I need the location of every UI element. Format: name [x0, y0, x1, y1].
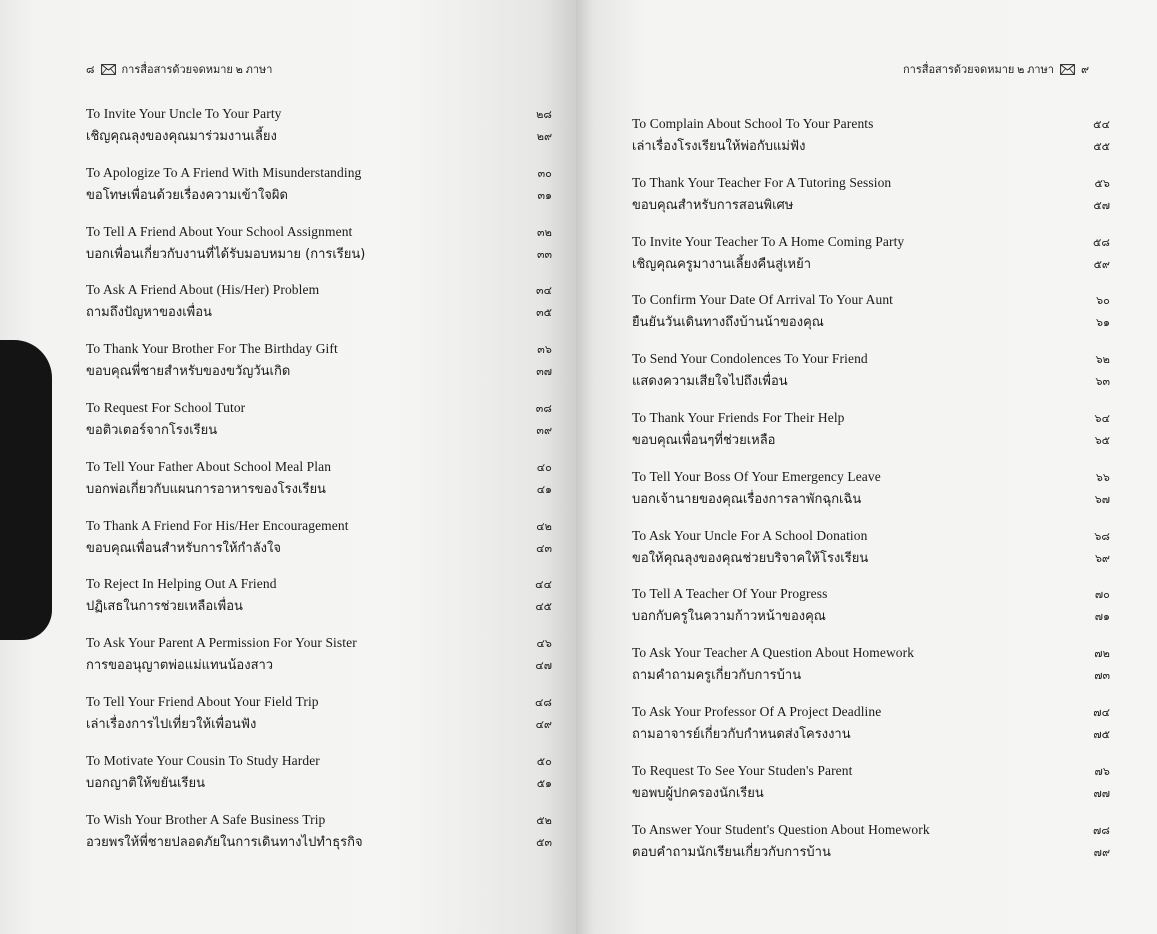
toc-entry-english-page-number: ๗๖: [1094, 764, 1110, 778]
toc-entry-thai-row: [86, 243, 552, 267]
toc-entry-thai-row: [632, 488, 1110, 512]
toc-entry-english-title: To Thank A Friend For His/Her Encouragement: [86, 517, 349, 533]
toc-entry: [632, 408, 1110, 467]
toc-entry-thai-row: [86, 184, 552, 208]
toc-entry-english-row: [86, 280, 552, 301]
toc-entry-thai-page-number: ๗๓: [1094, 669, 1110, 683]
toc-entry-thai-title: การขออนุญาตพ่อแม่แทนน้องสาว: [86, 658, 274, 674]
toc-entry: [632, 114, 1110, 173]
toc-entry: [632, 820, 1110, 879]
toc-entry-thai-title: บอกเพื่อนเกี่ยวกับงานที่ได้รับมอบหมาย (การเรียน): [86, 246, 366, 262]
toc-entry-english-row: [86, 574, 552, 595]
toc-entry-english-row: [86, 104, 552, 125]
toc-entry: [632, 702, 1110, 761]
toc-entry-english-page-number: ๓๘: [535, 401, 552, 415]
toc-entry-thai-row: [632, 370, 1110, 394]
left-page-title: การสื่อสารด้วยจดหมาย ๒ ภาษา: [121, 64, 273, 76]
toc-entry-english-title: To Apologize To A Friend With Misunderstanding: [86, 164, 362, 180]
toc-entry: [632, 290, 1110, 349]
toc-entry-thai-row: [86, 537, 552, 561]
toc-entry-english-page-number: ๕๘: [1092, 235, 1110, 249]
toc-entry-thai-page-number: ๔๕: [535, 600, 552, 614]
toc-entry-english-page-number: ๕๖: [1094, 176, 1110, 190]
toc-entry-english-row: [86, 222, 552, 243]
toc-entry: [632, 526, 1110, 585]
toc-entry-thai-title: ขอบคุณสำหรับการสอนพิเศษ: [632, 197, 794, 213]
toc-entry-thai-row: [86, 831, 552, 855]
toc-entry-thai-row: [632, 253, 1110, 277]
toc-entry-english-row: [632, 408, 1110, 429]
toc-entry-thai-page-number: ๗๕: [1093, 727, 1110, 741]
toc-entry-thai-row: [632, 782, 1110, 806]
toc-entry-english-page-number: ๗๘: [1093, 823, 1110, 837]
toc-entry-thai-page-number: ๖๗: [1094, 492, 1110, 506]
toc-entry-thai-page-number: ๖๙: [1094, 551, 1110, 565]
toc-entry-english-row: [632, 643, 1110, 664]
toc-entry-english-row: [86, 398, 552, 419]
toc-entry-english-row: [632, 232, 1110, 253]
toc-entry-english-title: To Ask Your Teacher A Question About Homework: [632, 645, 915, 661]
toc-entry-thai-page-number: ๔๙: [535, 717, 552, 731]
toc-entry-thai-title: ขอติวเตอร์จากโรงเรียน: [86, 422, 218, 438]
toc-entry-thai-title: ขอบคุณพี่ชายสำหรับของขวัญวันเกิด: [86, 364, 291, 380]
toc-entry-thai-row: [86, 595, 552, 619]
toc-entry-thai-page-number: ๖๕: [1094, 433, 1110, 447]
toc-entry: [632, 643, 1110, 702]
toc-entry-english-page-number: ๓๖: [537, 343, 552, 357]
toc-entry-thai-title: ตอบคำถามนักเรียนเกี่ยวกับการบ้าน: [632, 844, 831, 860]
toc-entry-english-row: [632, 173, 1110, 194]
toc-entry: [86, 398, 552, 457]
toc-entry-english-title: To Confirm Your Date Of Arrival To Your Aunt: [632, 292, 894, 308]
toc-entry-thai-page-number: ๕๑: [536, 776, 552, 790]
envelope-icon: [1060, 64, 1075, 75]
toc-entry-english-page-number: ๗๒: [1094, 647, 1110, 661]
toc-entry-thai-title: อวยพรให้พี่ชายปลอดภัยในการเดินทางไปทำธุรกิจ: [86, 834, 363, 850]
toc-entry-english-page-number: ๗๐: [1094, 588, 1110, 602]
toc-entry-thai-row: [86, 360, 552, 384]
toc-entry-thai-row: [86, 713, 552, 737]
toc-entry-thai-title: ยืนยันวันเดินทางถึงบ้านน้าของคุณ: [632, 315, 824, 331]
toc-entry: [632, 467, 1110, 526]
left-page-number: ๘: [86, 64, 95, 76]
toc-entry-thai-title: ขอโทษเพื่อนด้วยเรื่องความเข้าใจผิด: [86, 187, 288, 203]
toc-entry: [86, 163, 552, 222]
toc-entry-thai-row: [86, 125, 552, 149]
toc-entry-english-title: To Request To See Your Studen's Parent: [632, 762, 853, 778]
toc-entry-thai-row: [86, 419, 552, 443]
toc-entry-english-page-number: ๕๐: [536, 754, 552, 768]
toc-entry-english-title: To Complain About School To Your Parents: [632, 116, 874, 131]
right-page-title: การสื่อสารด้วยจดหมาย ๒ ภาษา: [902, 64, 1054, 76]
toc-entry-english-row: [86, 692, 552, 713]
toc-entry-thai-title: ขอให้คุณลุงของคุณช่วยบริจาคให้โรงเรียน: [632, 550, 869, 566]
toc-entry-thai-row: [632, 429, 1110, 453]
toc-entry-thai-page-number: ๓๕: [536, 306, 552, 320]
toc-entry-english-page-number: ๕๔: [1093, 118, 1110, 131]
toc-entry-english-row: [632, 349, 1110, 370]
toc-entry-thai-page-number: ๗๙: [1093, 845, 1110, 859]
toc-entry-thai-page-number: ๓๙: [536, 423, 552, 437]
toc-entry-thai-row: [86, 772, 552, 796]
toc-entry-english-title: To Answer Your Student's Question About Homework: [632, 821, 930, 837]
toc-entry-thai-page-number: ๔๗: [535, 659, 552, 673]
toc-entry-english-row: [632, 761, 1110, 782]
toc-list-left: [86, 104, 552, 868]
toc-entry-thai-page-number: ๓๗: [536, 365, 552, 379]
toc-entry-thai-title: เล่าเรื่องการไปเที่ยวให้เพื่อนฟัง: [86, 716, 257, 732]
toc-entry-english-page-number: ๓๐: [537, 166, 552, 180]
toc-entry-english-row: [86, 163, 552, 184]
toc-entry-english-row: [86, 633, 552, 654]
toc-entry-thai-title: ขอพบผู้ปกครองนักเรียน: [632, 785, 764, 801]
toc-entry-english-title: To Motivate Your Cousin To Study Harder: [86, 752, 320, 768]
toc-entry-thai-title: เชิญคุณลุงของคุณมาร่วมงานเลี้ยง: [86, 129, 277, 144]
toc-entry-thai-row: [632, 194, 1110, 218]
toc-entry-english-row: [86, 516, 552, 537]
toc-entry: [632, 232, 1110, 291]
toc-entry: [86, 751, 552, 810]
toc-entry-thai-title: ถามอาจารย์เกี่ยวกับกำหนดส่งโครงงาน: [632, 726, 851, 742]
toc-entry: [86, 692, 552, 751]
toc-entry-english-title: To Request For School Tutor: [86, 399, 246, 415]
toc-entry-thai-row: [632, 664, 1110, 688]
toc-entry-thai-title: แสดงความเสียใจไปถึงเพื่อน: [632, 374, 788, 390]
toc-entry: [86, 104, 552, 163]
toc-entry-thai-row: [632, 723, 1110, 747]
toc-entry-english-title: To Thank Your Friends For Their Help: [632, 409, 845, 425]
toc-entry-thai-page-number: ๖๑: [1096, 316, 1110, 330]
toc-entry: [86, 457, 552, 516]
toc-entry-english-row: [632, 584, 1110, 605]
toc-entry-thai-title: ปฏิเสธในการช่วยเหลือเพื่อน: [86, 599, 243, 615]
toc-entry: [632, 173, 1110, 232]
toc-entry-english-page-number: ๖๘: [1094, 529, 1110, 543]
toc-entry: [86, 280, 552, 339]
toc-entry-thai-page-number: ๒๙: [536, 130, 552, 143]
toc-entry-english-row: [632, 820, 1110, 841]
toc-entry-english-title: To Ask Your Professor Of A Project Deadline: [632, 703, 882, 719]
toc-entry-english-page-number: ๖๐: [1096, 294, 1110, 308]
toc-entry-english-title: To Tell Your Father About School Meal Plan: [86, 458, 332, 474]
toc-entry: [86, 810, 552, 869]
toc-entry-english-row: [632, 526, 1110, 547]
toc-entry-english-page-number: ๓๔: [535, 284, 552, 298]
toc-entry-thai-row: [632, 547, 1110, 571]
envelope-icon: [101, 64, 116, 75]
toc-entry-thai-title: ขอบคุณเพื่อนๆที่ช่วยเหลือ: [632, 432, 776, 448]
toc-entry-english-row: [632, 467, 1110, 488]
right-page: [576, 0, 1157, 934]
toc-entry-thai-page-number: ๓๑: [537, 188, 552, 202]
toc-entry-english-title: To Tell A Teacher Of Your Progress: [632, 586, 828, 602]
toc-entry-thai-page-number: ๕๗: [1093, 198, 1110, 212]
toc-entry-thai-page-number: ๕๕: [1093, 140, 1110, 153]
toc-entry-english-title: To Tell Your Boss Of Your Emergency Leave: [632, 468, 881, 484]
toc-entry-thai-row: [632, 311, 1110, 335]
toc-entry-thai-title: เชิญคุณครูมางานเลี้ยงคืนสู่เหย้า: [632, 256, 812, 272]
toc-entry: [86, 516, 552, 575]
toc-entry-thai-row: [86, 301, 552, 325]
toc-entry-thai-row: [632, 135, 1110, 159]
toc-entry-english-row: [632, 290, 1110, 311]
toc-entry-english-row: [86, 339, 552, 360]
toc-entry-english-page-number: ๗๔: [1093, 705, 1110, 719]
toc-entry-english-title: To Invite Your Teacher To A Home Coming Party: [632, 233, 905, 249]
toc-entry-thai-page-number: ๗๑: [1094, 610, 1110, 624]
toc-entry-english-page-number: ๓๒: [537, 225, 552, 239]
toc-entry-thai-page-number: ๔๓: [536, 541, 552, 555]
toc-entry-english-page-number: ๒๘: [536, 108, 552, 121]
toc-entry-thai-title: ขอบคุณเพื่อนสำหรับการให้กำลังใจ: [86, 540, 281, 556]
left-page-header: [86, 60, 272, 78]
toc-entry-thai-title: บอกกับครูในความก้าวหน้าของคุณ: [632, 609, 826, 625]
toc-entry: [86, 574, 552, 633]
toc-entry-english-page-number: ๔๖: [536, 637, 552, 651]
right-page-header: [903, 60, 1089, 78]
toc-entry-thai-title: ถามถึงปัญหาของเพื่อน: [86, 305, 212, 321]
toc-entry-english-row: [632, 702, 1110, 723]
toc-entry-english-title: To Thank Your Brother For The Birthday Gift: [86, 341, 338, 357]
toc-entry-thai-title: บอกญาติให้ขยันเรียน: [86, 775, 205, 791]
toc-entry-english-title: To Ask A Friend About (His/Her) Problem: [86, 282, 320, 298]
toc-entry-thai-row: [632, 841, 1110, 865]
toc-entry-thai-page-number: ๗๗: [1093, 786, 1110, 800]
toc-entry-english-page-number: ๔๐: [536, 460, 552, 474]
toc-entry-thai-title: ถามคำถามครูเกี่ยวกับการบ้าน: [632, 668, 802, 684]
toc-entry-thai-page-number: ๔๑: [536, 482, 552, 496]
toc-list-right: [632, 114, 1110, 878]
toc-entry: [632, 761, 1110, 820]
toc-entry-english-title: To Thank Your Teacher For A Tutoring Session: [632, 174, 892, 190]
toc-entry-english-row: [86, 810, 552, 831]
toc-entry-english-title: To Wish Your Brother A Safe Business Trip: [86, 811, 326, 827]
toc-entry-english-title: To Send Your Condolences To Your Friend: [632, 351, 868, 367]
right-page-number: ๙: [1080, 64, 1089, 76]
toc-entry-thai-title: เล่าเรื่องโรงเรียนให้พ่อกับแม่ฟัง: [632, 139, 806, 154]
toc-entry-english-title: To Invite Your Uncle To Your Party: [86, 106, 282, 121]
toc-entry-english-page-number: ๔๘: [534, 695, 552, 709]
toc-entry: [632, 584, 1110, 643]
toc-entry-english-row: [86, 751, 552, 772]
toc-entry-thai-page-number: ๕๙: [1093, 257, 1110, 271]
toc-entry-english-title: To Ask Your Parent A Permission For Your Sister: [86, 635, 357, 651]
toc-entry-thai-title: บอกพ่อเกี่ยวกับแผนการอาหารของโรงเรียน: [86, 481, 326, 497]
toc-entry-thai-page-number: ๓๓: [536, 247, 552, 261]
toc-entry-thai-row: [632, 605, 1110, 629]
toc-entry: [86, 222, 552, 281]
toc-entry: [86, 339, 552, 398]
toc-entry-english-title: To Tell A Friend About Your School Assignment: [86, 223, 353, 239]
toc-entry: [632, 349, 1110, 408]
toc-entry-english-row: [86, 457, 552, 478]
toc-entry-thai-row: [86, 478, 552, 502]
toc-entry-english-page-number: ๔๒: [536, 519, 552, 533]
toc-entry-thai-page-number: ๖๓: [1095, 375, 1110, 389]
toc-entry-english-page-number: ๕๒: [536, 813, 552, 827]
toc-entry-english-title: To Reject In Helping Out A Friend: [86, 576, 277, 592]
toc-entry-thai-row: [86, 654, 552, 678]
toc-entry-english-row: [632, 114, 1110, 135]
thumb-shadow: [0, 340, 52, 640]
toc-entry: [86, 633, 552, 692]
toc-entry-english-page-number: ๖๒: [1095, 353, 1110, 367]
toc-entry-english-title: To Ask Your Uncle For A School Donation: [632, 527, 868, 543]
toc-entry-english-title: To Tell Your Friend About Your Field Trip: [86, 693, 319, 709]
toc-entry-english-page-number: ๖๖: [1095, 470, 1110, 484]
toc-entry-english-page-number: ๔๔: [535, 578, 552, 592]
left-page: [0, 0, 576, 934]
toc-entry-english-page-number: ๖๔: [1094, 411, 1110, 425]
toc-entry-thai-page-number: ๕๓: [536, 835, 552, 849]
toc-entry-thai-title: บอกเจ้านายของคุณเรื่องการลาพักฉุกเฉิน: [632, 491, 862, 507]
